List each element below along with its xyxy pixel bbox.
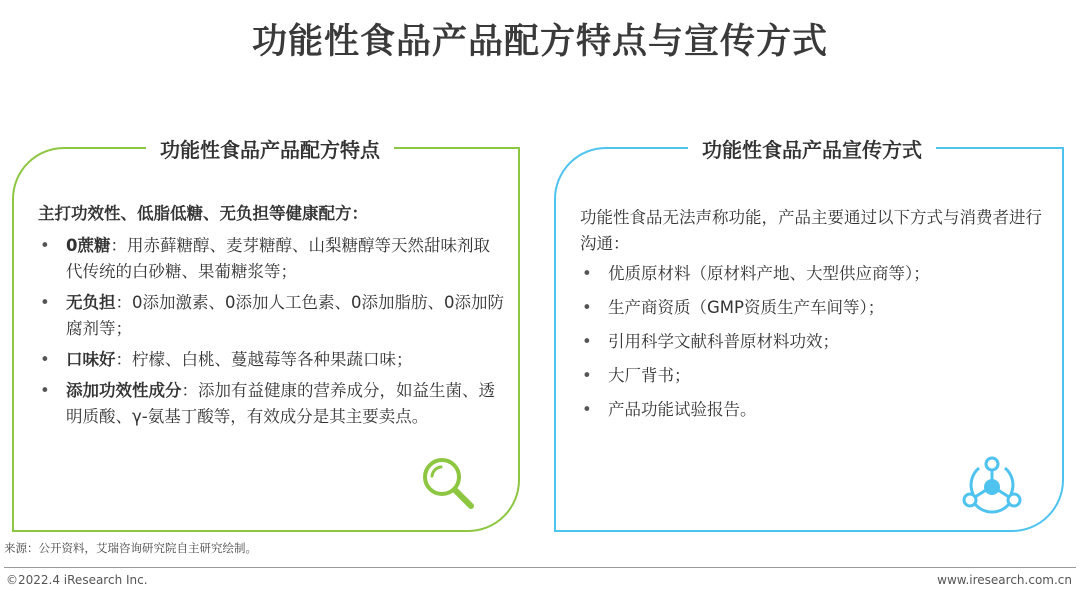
item-text: 优质原材料（原材料产地、大型供应商等）； — [608, 264, 930, 283]
footer-divider — [4, 567, 1076, 568]
footer-copyright: ©2022.4 iResearch Inc. — [6, 573, 148, 587]
footer-website[interactable]: www.iresearch.com.cn — [937, 573, 1072, 587]
promotion-methods-panel — [554, 138, 1064, 532]
item-term: 0蔗糖 — [66, 236, 111, 255]
item-text: ：0添加激素、0添加人工色素、0添加脂肪、0添加防腐剂等； — [66, 293, 504, 338]
item-text: 引用科学文献科普原材料功效； — [608, 332, 839, 351]
bullet: • — [582, 332, 592, 351]
list-item — [580, 397, 1048, 423]
item-text: ：用赤藓糖醇、麦芽糖醇、山梨糖醇等天然甜味剂取代传统的白砂糖、果葡糖浆等； — [66, 236, 490, 281]
list-item — [38, 378, 504, 430]
promotion-method-list — [580, 261, 1048, 423]
formula-features-heading: 功能性食品产品配方特点 — [146, 134, 394, 163]
list-item — [38, 233, 504, 285]
item-text: 生产商资质（GMP资质生产车间等）； — [608, 298, 885, 317]
bullet: • — [582, 400, 592, 419]
item-text: 大厂背书； — [608, 366, 691, 385]
bullet: • — [582, 264, 592, 283]
bullet: • — [40, 293, 50, 312]
item-text: 产品功能试验报告。 — [608, 400, 757, 419]
promotion-methods-content — [580, 205, 1048, 431]
bullet: • — [582, 298, 592, 317]
formula-feature-list — [38, 233, 504, 430]
list-item — [580, 363, 1048, 389]
item-term: 口味好 — [66, 350, 116, 369]
bullet: • — [40, 350, 50, 369]
magnifier-icon — [419, 454, 479, 518]
promotion-methods-heading: 功能性食品产品宣传方式 — [688, 134, 936, 163]
item-term: 添加功效性成分 — [66, 381, 182, 400]
network-icon — [961, 454, 1023, 520]
list-item — [38, 347, 504, 373]
item-text: ：添加有益健康的营养成分，如益生菌、透明质酸、γ-氨基丁酸等，有效成分是其主要卖点。 — [66, 381, 495, 426]
page-title: 功能性食品产品配方特点与宣传方式 — [251, 22, 828, 62]
item-term: 无负担 — [66, 293, 116, 312]
formula-features-panel — [12, 138, 520, 532]
formula-features-content — [38, 201, 504, 435]
bullet: • — [40, 381, 50, 400]
list-item — [38, 290, 504, 342]
formula-lead-text: 主打功效性、低脂低糖、无负担等健康配方： — [38, 204, 368, 223]
list-item — [580, 329, 1048, 355]
list-item — [580, 261, 1048, 287]
bullet: • — [40, 236, 50, 255]
item-text: ：柠檬、白桃、蔓越莓等各种果蔬口味； — [115, 350, 413, 369]
list-item — [580, 295, 1048, 321]
source-note: 来源：公开资料，艾瑞咨询研究院自主研究绘制。 — [4, 541, 257, 555]
promotion-lead-text: 功能性食品无法声称功能，产品主要通过以下方式与消费者进行沟通： — [580, 208, 1042, 253]
bullet: • — [582, 366, 592, 385]
